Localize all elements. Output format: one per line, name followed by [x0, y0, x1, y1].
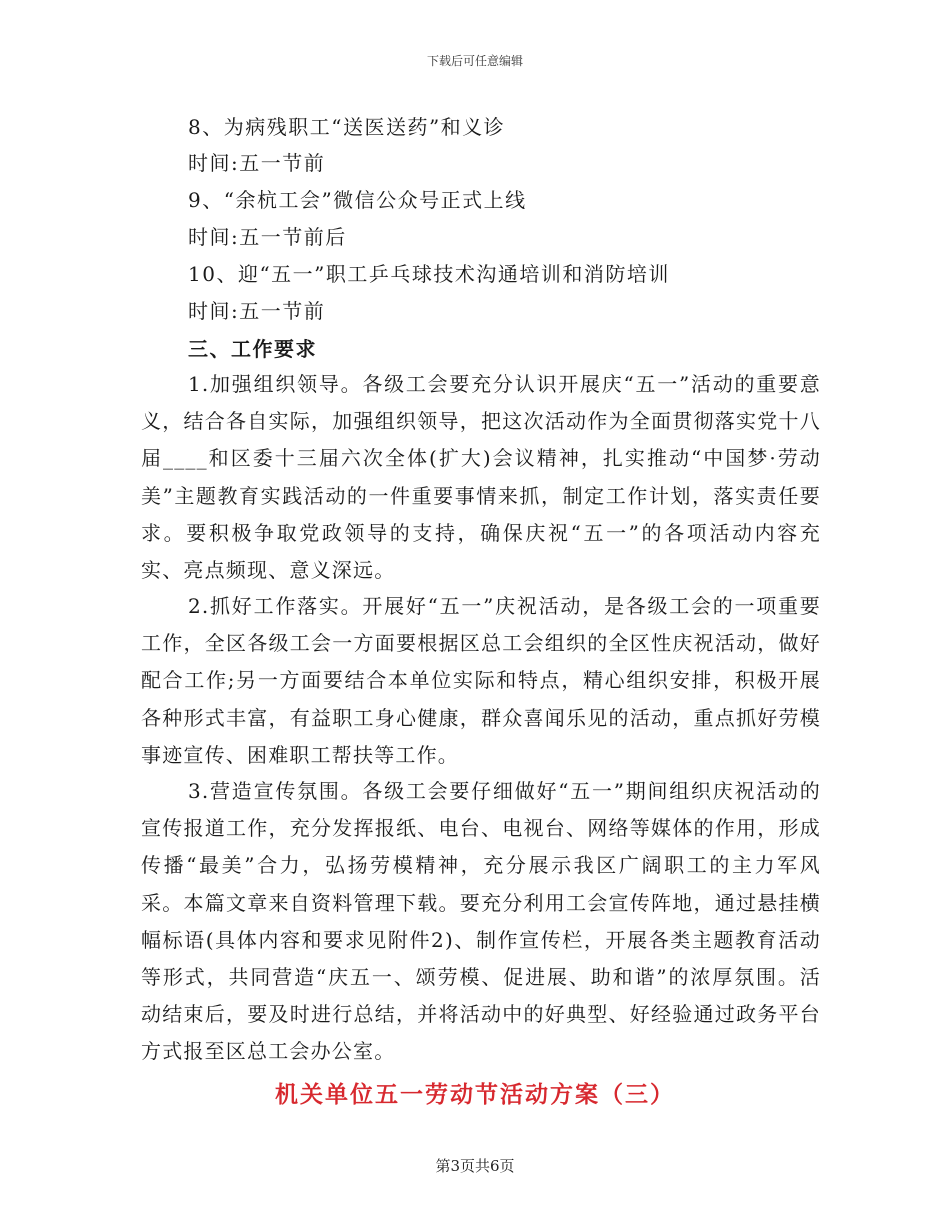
item-8-title: 8、为病残职工“送医送药”和义诊	[188, 115, 506, 139]
page-header-note: 下载后可任意编辑	[426, 54, 523, 68]
item-9-title: 9、“余杭工会”微信公众号正式上线	[188, 188, 527, 212]
requirement-paragraph-2: 2.抓好工作落实。开展好“五一”庆祝活动，是各级工会的一项重要工作，全区各级工会一方面要根据区总工会组织的全区性庆祝活动，做好配合工作;另一方面要结合本单位实际和特点，精心组织安排，积极开展各种形式丰富，有益职工身心健康，群众喜闻乐见的活动，重点抓好劳模事迹宣传、困难职工帮扶等工作。	[141, 594, 821, 767]
section-heading: 三、工作要求	[188, 337, 317, 361]
item-9-time: 时间:五一节前后	[188, 225, 347, 249]
item-10-time: 时间:五一节前	[188, 299, 326, 323]
item-10-title: 10、迎“五一”职工乒乓球技术沟通培训和消防培训	[188, 262, 670, 286]
requirement-paragraph-1: 1.加强组织领导。各级工会要充分认识开展庆“五一”活动的重要意义，结合各自实际，加强组织领导，把这次活动作为全面贯彻落实党十八届____和区委十三届六次全体(扩大)会议精神，扎实推动“中国梦·劳动美”主题教育实践活动的一件重要事情来抓，制定工作计划，落实责任要求。要积极争取党政领导的支持，确保庆祝“五一”的各项活动内容充实、亮点频现、意义深远。	[141, 372, 821, 583]
next-document-title: 机关单位五一劳动节活动方案（三）	[275, 1081, 675, 1108]
item-8-time: 时间:五一节前	[188, 151, 326, 175]
requirement-paragraph-3: 3.营造宣传氛围。各级工会要仔细做好“五一”期间组织庆祝活动的宣传报道工作，充分发挥报纸、电台、电视台、网络等媒体的作用，形成传播“最美”合力，弘扬劳模精神，充分展示我区广阔职工的主力军风采。本篇文章来自资料管理下载。要充分利用工会宣传阵地，通过悬挂横幅标语(具体内容和要求见附件2)、制作宣传栏，开展各类主题教育活动等形式，共同营造“庆五一、颂劳模、促进展、助和谐”的浓厚氛围。活动结束后，要及时进行总结，并将活动中的好典型、好经验通过政务平台方式报至区总工会办公室。	[141, 779, 821, 1064]
page-footer-number: 第3页共6页	[435, 1157, 515, 1175]
